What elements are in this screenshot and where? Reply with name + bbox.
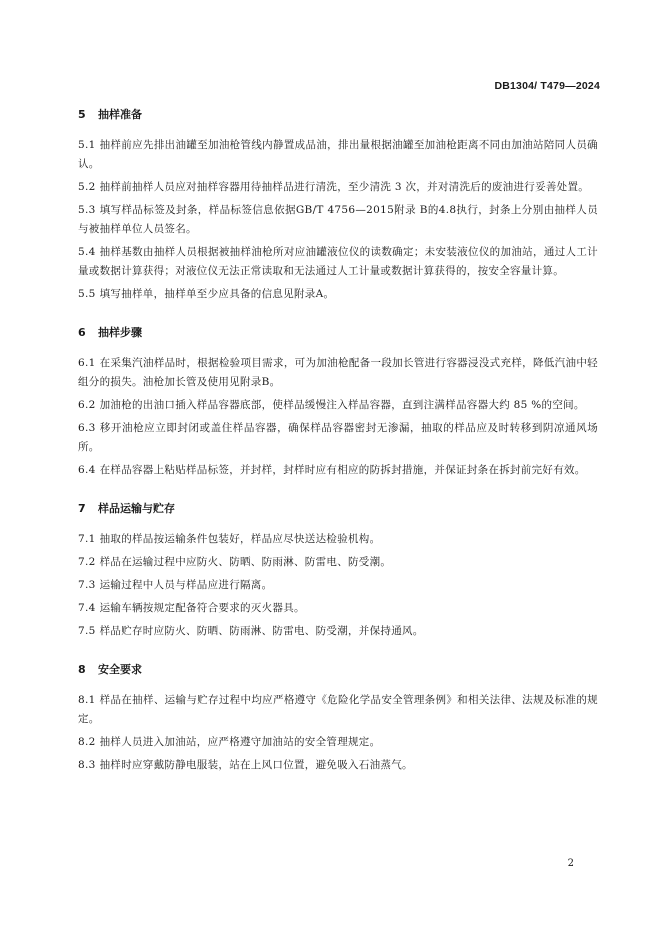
clause-text: 抽样前应先排出油罐至加油枪管线内静置成品油，排出量根据油罐至加油枪距离不同由加油站陪同人员确认。 bbox=[78, 139, 598, 170]
clause-5-4 bbox=[78, 243, 598, 281]
clause-number: 5.5 bbox=[78, 288, 96, 300]
section-5 bbox=[78, 106, 598, 304]
clause-6-3 bbox=[78, 419, 598, 457]
clause-text: 加油枪的出油口插入样品容器底部，使样品缓慢注入样品容器，直到注满样品容器大约 85 %的空间。 bbox=[99, 399, 585, 411]
clause-5-3 bbox=[78, 201, 598, 239]
clause-number: 5.4 bbox=[78, 246, 96, 258]
section-number: 6 bbox=[78, 326, 86, 339]
section-title: 安全要求 bbox=[98, 663, 142, 676]
clause-number: 8.1 bbox=[78, 694, 96, 706]
section-title: 抽样准备 bbox=[98, 108, 142, 121]
document-code: DB1304/ T479—2024 bbox=[494, 80, 600, 92]
clause-number: 7.1 bbox=[78, 533, 96, 545]
clause-8-3 bbox=[78, 756, 598, 775]
document-body bbox=[78, 106, 598, 795]
clause-text: 抽样人员进入加油站，应严格遵守加油站的安全管理规定。 bbox=[99, 736, 381, 748]
section-number: 5 bbox=[78, 108, 86, 121]
clause-5-5 bbox=[78, 285, 598, 304]
clause-7-2 bbox=[78, 553, 598, 572]
clause-number: 5.2 bbox=[78, 181, 96, 193]
clause-text: 抽样基数由抽样人员根据被抽样油枪所对应油罐液位仪的读数确定；未安装液位仪的加油站，通过人工计量或数据计算获得；对液位仪无法正常读取和无法通过人工计量或数据计算获得的，按安全容量计算。 bbox=[78, 246, 598, 277]
clause-number: 6.2 bbox=[78, 399, 96, 411]
section-number: 7 bbox=[78, 502, 86, 515]
clause-8-2 bbox=[78, 733, 598, 752]
clause-number: 6.3 bbox=[78, 422, 96, 434]
clause-text: 样品贮存时应防火、防晒、防雨淋、防雷电、防受潮，并保持通风。 bbox=[99, 625, 424, 637]
clause-5-2 bbox=[78, 178, 598, 197]
clause-5-1 bbox=[78, 136, 598, 174]
clause-number: 7.5 bbox=[78, 625, 96, 637]
clause-text: 移开油枪应立即封闭或盖住样品容器，确保样品容器密封无渗漏，抽取的样品应及时转移到阴凉通风场所。 bbox=[78, 422, 598, 453]
clause-text: 填写样品标签及封条，样品标签信息依据GB/T 4756—2015附录 B的4.8执行，封条上分别由抽样人员与被抽样单位人员签名。 bbox=[78, 204, 598, 235]
section-title: 抽样步骤 bbox=[98, 326, 142, 339]
clause-8-1 bbox=[78, 691, 598, 729]
clause-number: 7.2 bbox=[78, 556, 96, 568]
section-heading bbox=[78, 500, 598, 518]
clause-text: 样品在抽样、运输与贮存过程中均应严格遵守《危险化学品安全管理条例》和相关法律、法规及标准的规定。 bbox=[78, 694, 598, 725]
section-6 bbox=[78, 324, 598, 480]
clause-text: 样品在运输过程中应防火、防晒、防雨淋、防雷电、防受潮。 bbox=[99, 556, 392, 568]
clause-text: 抽样前抽样人员应对抽样容器用待抽样品进行清洗，至少清洗 3 次，并对清洗后的废油进行妥善处置。 bbox=[99, 181, 590, 193]
clause-number: 8.3 bbox=[78, 759, 96, 771]
clause-text: 在采集汽油样品时，根据检验项目需求，可为加油枪配备一段加长管进行容器浸没式充样，降低汽油中轻组分的损失。油枪加长管及使用见附录B。 bbox=[78, 357, 598, 388]
clause-7-3 bbox=[78, 576, 598, 595]
clause-text: 运输车辆按规定配备符合要求的灭火器具。 bbox=[99, 602, 305, 614]
page-number: 2 bbox=[567, 858, 574, 869]
clause-text: 抽取的样品按运输条件包装好，样品应尽快送达检验机构。 bbox=[99, 533, 381, 545]
clause-7-5 bbox=[78, 622, 598, 641]
section-heading bbox=[78, 324, 598, 342]
clause-number: 6.4 bbox=[78, 464, 96, 476]
clause-7-1 bbox=[78, 530, 598, 549]
section-7 bbox=[78, 500, 598, 641]
clause-number: 5.1 bbox=[78, 139, 96, 151]
clause-6-1 bbox=[78, 354, 598, 392]
clause-7-4 bbox=[78, 599, 598, 618]
clause-number: 6.1 bbox=[78, 357, 96, 369]
section-number: 8 bbox=[78, 663, 86, 676]
clause-text: 填写抽样单，抽样单至少应具备的信息见附录A。 bbox=[99, 288, 335, 300]
section-8 bbox=[78, 661, 598, 775]
clause-number: 8.2 bbox=[78, 736, 96, 748]
clause-6-2 bbox=[78, 396, 598, 415]
clause-number: 7.3 bbox=[78, 579, 96, 591]
clause-text: 运输过程中人员与样品应进行隔离。 bbox=[99, 579, 273, 591]
clause-text: 在样品容器上粘贴样品标签，并封样，封样时应有相应的防拆封措施，并保证封条在拆封前完好有效。 bbox=[99, 464, 586, 476]
section-heading bbox=[78, 661, 598, 679]
clause-6-4 bbox=[78, 461, 598, 480]
clause-number: 7.4 bbox=[78, 602, 96, 614]
clause-number: 5.3 bbox=[78, 204, 96, 216]
clause-text: 抽样时应穿戴防静电服装，站在上风口位置，避免吸入石油蒸气。 bbox=[99, 759, 413, 771]
section-heading bbox=[78, 106, 598, 124]
section-title: 样品运输与贮存 bbox=[98, 502, 175, 515]
